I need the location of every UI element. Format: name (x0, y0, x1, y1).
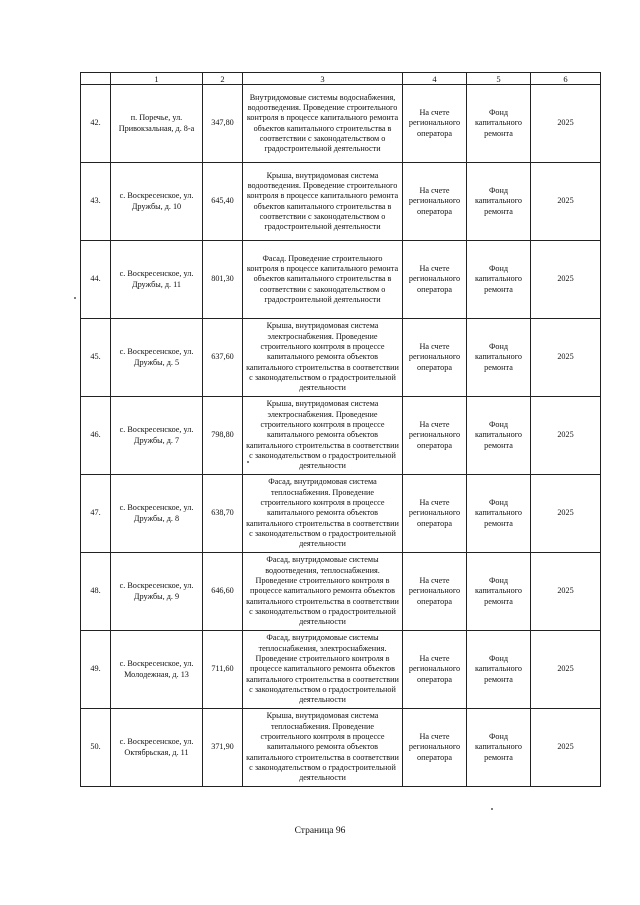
row-area: 638,70 (203, 475, 243, 553)
row-number: 46. (81, 397, 111, 475)
row-funding-source: Фонд капитального ремонта (467, 397, 531, 475)
row-area: 645,40 (203, 163, 243, 241)
row-accumulation-method: На счете регионального оператора (403, 85, 467, 163)
row-number: 47. (81, 475, 111, 553)
row-address: с. Воскресенское, ул. Молодежная, д. 13 (111, 631, 203, 709)
row-funding-source: Фонд капитального ремонта (467, 709, 531, 787)
row-works: Фасад. Проведение строительного контроля в процессе капитального ремонта объектов капитального строительства в соответствии с законодательством о градостроительной деятельности (243, 241, 403, 319)
row-address: с. Воскресенское, ул. Дружбы, д. 10 (111, 163, 203, 241)
table-body (81, 73, 601, 787)
table-row (81, 475, 601, 553)
header-cell-1: 1 (111, 73, 203, 85)
row-address: с. Воскресенское, ул. Дружбы, д. 5 (111, 319, 203, 397)
row-works: Крыша, внутридомовая система электроснабжения. Проведение строительного контроля в процессе капитального ремонта объектов капитального строительства в соответствии с законодательством о градостроительной деятельности (243, 397, 403, 475)
row-funding-source: Фонд капитального ремонта (467, 163, 531, 241)
row-accumulation-method: На счете регионального оператора (403, 397, 467, 475)
row-accumulation-method: На счете регионального оператора (403, 319, 467, 397)
row-address: с. Воскресенское, ул. Дружбы, д. 9 (111, 553, 203, 631)
table-row (81, 163, 601, 241)
repair-schedule-table (80, 72, 601, 787)
header-cell-4: 4 (403, 73, 467, 85)
row-address: с. Воскресенское, ул. Дружбы, д. 7 (111, 397, 203, 475)
row-number: 45. (81, 319, 111, 397)
row-works: Крыша, внутридомовая система электроснабжения. Проведение строительного контроля в процессе капитального ремонта объектов капитального строительства в соответствии с законодательством о градостроительной деятельности (243, 319, 403, 397)
row-address: с. Воскресенское, ул. Дружбы, д. 11 (111, 241, 203, 319)
row-accumulation-method: На счете регионального оператора (403, 553, 467, 631)
table-row (81, 319, 601, 397)
row-area: 711,60 (203, 631, 243, 709)
row-works: Крыша, внутридомовая система теплоснабжения. Проведение строительного контроля в процессе капитального ремонта объектов капитального строительства в соответствии с законодательством о градостроительной деятельности (243, 709, 403, 787)
row-funding-source: Фонд капитального ремонта (467, 553, 531, 631)
table-row (81, 631, 601, 709)
row-accumulation-method: На счете регионального оператора (403, 163, 467, 241)
row-works: Внутридомовые системы водоснабжения, водоотведения. Проведение строительного контроля в процессе капитального ремонта объектов капитального строительства в соответствии с законодательством о градостроительной деятельности (243, 85, 403, 163)
row-year: 2025 (531, 85, 601, 163)
row-address: с. Воскресенское, ул. Дружбы, д. 8 (111, 475, 203, 553)
row-funding-source: Фонд капитального ремонта (467, 241, 531, 319)
header-cell-3: 3 (243, 73, 403, 85)
row-year: 2025 (531, 319, 601, 397)
row-works: Фасад, внутридомовая система теплоснабжения. Проведение строительного контроля в процессе капитального ремонта объектов капитального строительства в соответствии с законодательством о градостроительной деятельности (243, 475, 403, 553)
row-accumulation-method: На счете регионального оператора (403, 631, 467, 709)
row-year: 2025 (531, 163, 601, 241)
scan-speck (491, 808, 493, 810)
table-row (81, 553, 601, 631)
row-year: 2025 (531, 475, 601, 553)
header-cell-5: 5 (467, 73, 531, 85)
table-row (81, 709, 601, 787)
row-works: Фасад, внутридомовые системы теплоснабжения, электроснабжения. Проведение строительного контроля в процессе капитального ремонта объектов капитального строительства в соответствии с законодательством о градостроительной деятельности (243, 631, 403, 709)
row-funding-source: Фонд капитального ремонта (467, 319, 531, 397)
row-area: 637,60 (203, 319, 243, 397)
table-row (81, 85, 601, 163)
row-area: 347,80 (203, 85, 243, 163)
row-accumulation-method: На счете регионального оператора (403, 475, 467, 553)
row-year: 2025 (531, 631, 601, 709)
row-funding-source: Фонд капитального ремонта (467, 631, 531, 709)
header-row (81, 73, 601, 85)
row-year: 2025 (531, 553, 601, 631)
row-works: Фасад, внутридомовые системы водоотведения, теплоснабжения. Проведение строительного контроля в процессе капитального ремонта объектов капитального строительства в соответствии с законодательством о градостроительной деятельности (243, 553, 403, 631)
row-address: п. Поречье, ул. Привокзальная, д. 8-а (111, 85, 203, 163)
row-area: 798,80 (203, 397, 243, 475)
row-number: 49. (81, 631, 111, 709)
row-funding-source: Фонд капитального ремонта (467, 85, 531, 163)
scan-speck (74, 297, 76, 299)
row-year: 2025 (531, 709, 601, 787)
header-cell-2: 2 (203, 73, 243, 85)
row-number: 43. (81, 163, 111, 241)
scan-speck (247, 461, 249, 463)
header-cell-blank (81, 73, 111, 85)
header-cell-6: 6 (531, 73, 601, 85)
row-works: Крыша, внутридомовая система водоотведения. Проведение строительного контроля в процессе капитального ремонта объектов капитального строительства в соответствии с законодательством о градостроительной деятельности (243, 163, 403, 241)
row-area: 646,60 (203, 553, 243, 631)
row-accumulation-method: На счете регионального оператора (403, 709, 467, 787)
row-number: 42. (81, 85, 111, 163)
row-address: с. Воскресенское, ул. Октябрьская, д. 11 (111, 709, 203, 787)
table-row (81, 241, 601, 319)
row-year: 2025 (531, 241, 601, 319)
row-accumulation-method: На счете регионального оператора (403, 241, 467, 319)
page-number: Страница 96 (294, 826, 346, 836)
row-number: 44. (81, 241, 111, 319)
row-number: 48. (81, 553, 111, 631)
row-year: 2025 (531, 397, 601, 475)
row-area: 371,90 (203, 709, 243, 787)
row-area: 801,30 (203, 241, 243, 319)
table-row (81, 397, 601, 475)
row-number: 50. (81, 709, 111, 787)
row-funding-source: Фонд капитального ремонта (467, 475, 531, 553)
